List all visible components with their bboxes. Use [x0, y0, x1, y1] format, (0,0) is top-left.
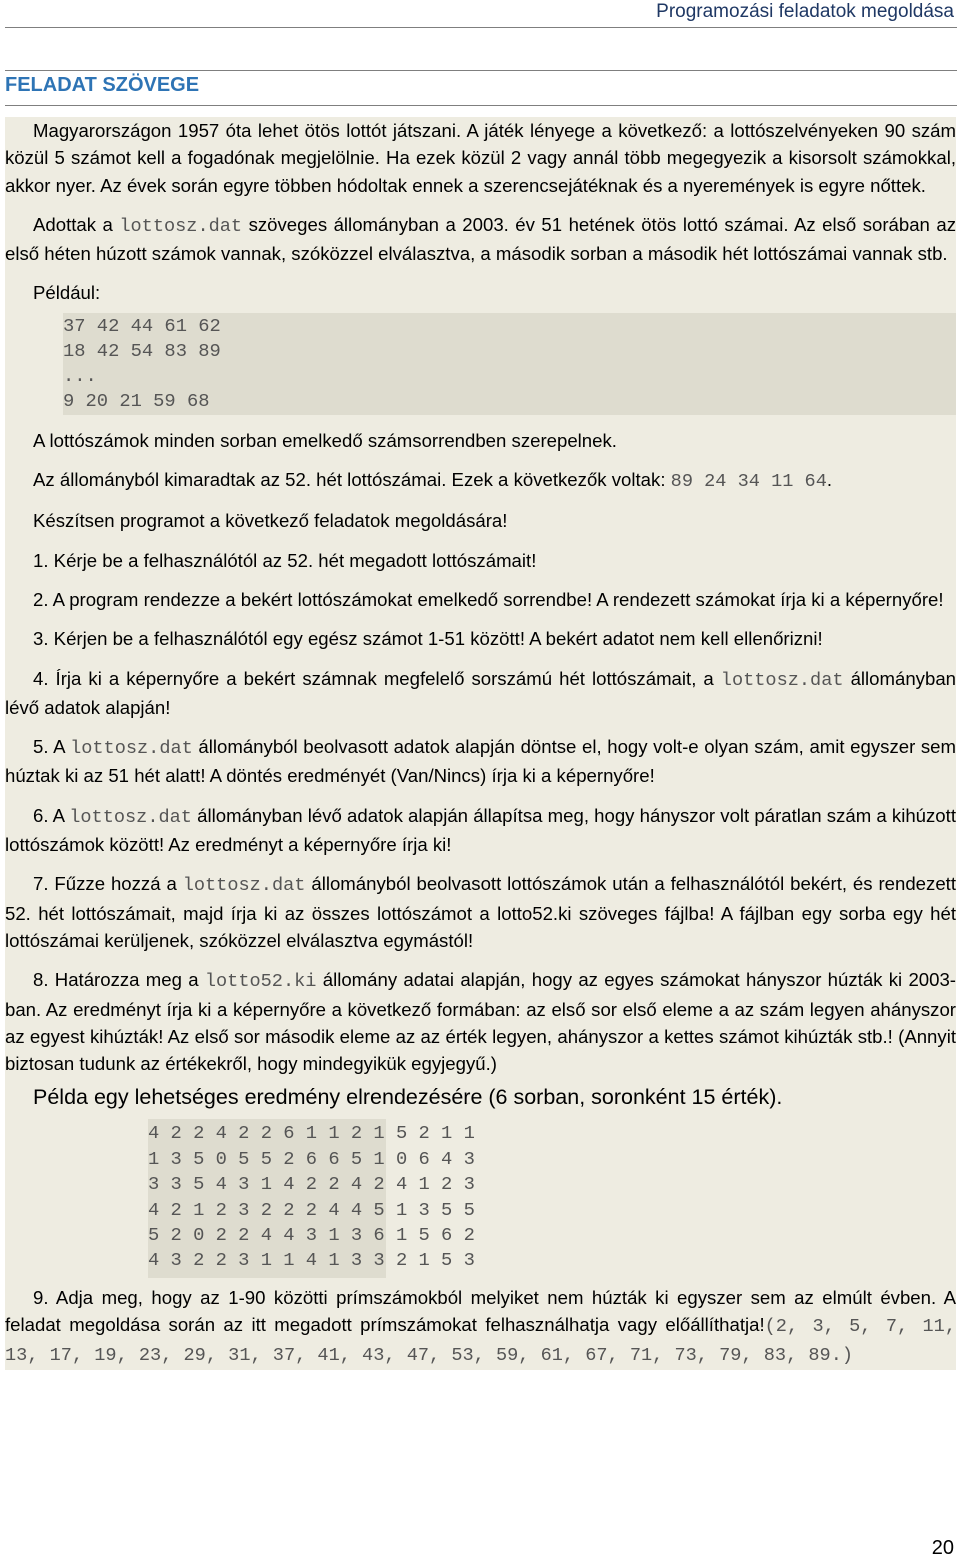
task-5-post: állományból beolvasott adatok alapján döntse el, hogy volt-e olyan szám, amit egyszer sem húztak ki az 51 hét alatt! A döntés eredményét (Van/Nincs) írja ki a képernyőre! [5, 736, 956, 787]
task-9 [5, 1284, 956, 1370]
task-7 [5, 870, 956, 954]
result-row: 1 3 5 0 5 5 2 6 6 5 1 0 6 4 3 [148, 1147, 475, 1170]
running-header: Programozási feladatok megoldása [656, 1, 954, 22]
task-9-pre: 9. Adja meg, hogy az 1-90 közötti prímszámokból melyiket nem húzták ki egyszer sem az elmúlt évben. A feladat megoldása során az itt megadott prímszámokat felhasználhatja vagy előállíthatja! [5, 1286, 956, 1336]
file-name: lottosz.dat [69, 806, 192, 828]
data-pre: Adottak a [33, 213, 120, 235]
sample-line: 37 42 44 61 62 [63, 314, 221, 337]
example-label: Például: [33, 282, 101, 304]
intro-paragraph: Magyarországon 1957 óta lehet ötös lottót játszani. A játék lényege a következő: a lottószelvényeken 90 szám közül 5 számot kell a fogadónak megjelölnie. Ha ezek közül 2 vagy annál több megegyezik a kisorsolt számokkal, akkor nyer. Az évek során egyre többen hódoltak ennek a szerencsejátéknak és a nyeremények is egyre nőttek. [5, 120, 956, 196]
task-8 [5, 966, 956, 1077]
page-number: 20 [931, 1537, 954, 1559]
missing-pre: Az állományból kimaradtak az 52. hét lottószámai. Ezek a következők voltak: [33, 469, 671, 491]
task-6-post: állományban lévő adatok alapján állapítsa meg, hogy hányszor volt páratlan szám a kihúzott lottószámok között! Az eredményt a képernyőre írja ki! [5, 804, 956, 856]
task-text-body [5, 117, 956, 1370]
task-6-pre: 6. A [33, 804, 70, 826]
task-4-pre: 4. Írja ki a képernyőre a bekért számnak megfelelő sorszámú hét lottószámait, a [33, 667, 721, 689]
file-name: lottosz.dat [70, 738, 193, 760]
missing-post: . [826, 469, 833, 491]
sample-line: ... [63, 364, 97, 387]
task-7-pre: 7. Fűzze hozzá a [33, 873, 183, 895]
task-intro: Készítsen programot a következő feladatok megoldására! [33, 510, 508, 532]
file-name: lottosz.dat [119, 215, 243, 237]
prime-list: (2, 3, 5, 7, 11, 13, 17, 19, 23, 29, 31, 37, 41, 43, 47, 53, 59, 61, 67, 71, 73, 79, 83, 89.) [5, 1316, 956, 1367]
missing-week-paragraph [5, 466, 956, 495]
task-3: 3. Kérjen be a felhasználótól egy egész számot 1-51 között! A bekért adatot nem kell ellenőrizni! [33, 628, 823, 650]
sample-line: 18 42 54 83 89 [63, 339, 221, 362]
task-2: 2. A program rendezze a bekért lottószámokat emelkedő sorrendbe! A rendezett számokat írja ki a képernyőre! [33, 588, 944, 610]
data-file-paragraph [5, 211, 956, 268]
file-name: lottosz.dat [720, 669, 844, 691]
section-title: FELADAT SZÖVEGE [5, 74, 200, 96]
section-rule-top [5, 70, 957, 71]
ascending-note: A lottószámok minden sorban emelkedő számsorrendben szerepelnek. [33, 429, 617, 451]
missing-numbers: 89 24 34 11 64 [670, 471, 827, 493]
sample-line: 9 20 21 59 68 [63, 389, 210, 412]
example-result-label: Példa egy lehetséges eredmény elrendezésére (6 sorban, soronként 15 érték). [33, 1085, 783, 1110]
section-rule-bottom [5, 105, 957, 106]
result-row: 4 3 2 2 3 1 1 4 1 3 3 2 1 5 3 [148, 1249, 475, 1272]
result-grid [148, 1119, 475, 1277]
result-row: 4 2 1 2 3 2 2 2 4 4 5 1 3 5 5 [148, 1198, 475, 1221]
task-4-post: állományban lévő adatok alapján! [5, 667, 956, 718]
result-row: 4 2 2 4 2 2 6 1 1 2 1 5 2 1 1 [148, 1122, 475, 1145]
task-1: 1. Kérje be a felhasználótól az 52. hét megadott lottószámait! [33, 549, 537, 571]
task-5-pre: 5. A [33, 736, 71, 758]
file-name: lotto52.ki [204, 971, 317, 993]
file-name: lottosz.dat [182, 875, 306, 897]
header-rule [5, 27, 957, 28]
result-row: 5 2 0 2 2 4 4 3 1 3 6 1 5 6 2 [148, 1224, 475, 1247]
task-8-pre: 8. Határozza meg a [33, 969, 205, 991]
task-7-post: állományból beolvasott lottószámok után a felhasználótól bekért, és rendezett 52. hét lottószámait, majd írja ki az összes lottószámot a lotto52.ki szöveges fájlba! A fájlban egy sorba egy hét lottószámai kerüljenek, szóközzel elválasztva egymástól! [5, 873, 956, 951]
task-4 [5, 665, 956, 722]
data-post: szöveges állományban a 2003. év 51 hetének ötös lottó számai. Az első sorában az első héten húzott számok vannak, szóközzel elválasztva, a második sorban a második hét lottószámai vannak stb. [5, 213, 956, 265]
task-6 [5, 802, 956, 859]
result-row: 3 3 5 4 3 1 4 2 2 4 2 4 1 2 3 [148, 1173, 475, 1196]
sample-data-block [63, 313, 956, 415]
task-8-post: állomány adatai alapján, hogy az egyes számokat hányszor húzták ki 2003-ban. Az eredményt írja ki a képernyőre a következő formában: az első sor első eleme a az szám legyen ahányszor az egyest kihúzták! Az első sor második eleme az az érték legyen, ahányszor a kettes számot kihúzták stb.! (Annyit biztosan tudunk az értékekről, hogy mindegyikük egyjegyű.) [5, 969, 956, 1075]
task-5 [5, 733, 956, 790]
